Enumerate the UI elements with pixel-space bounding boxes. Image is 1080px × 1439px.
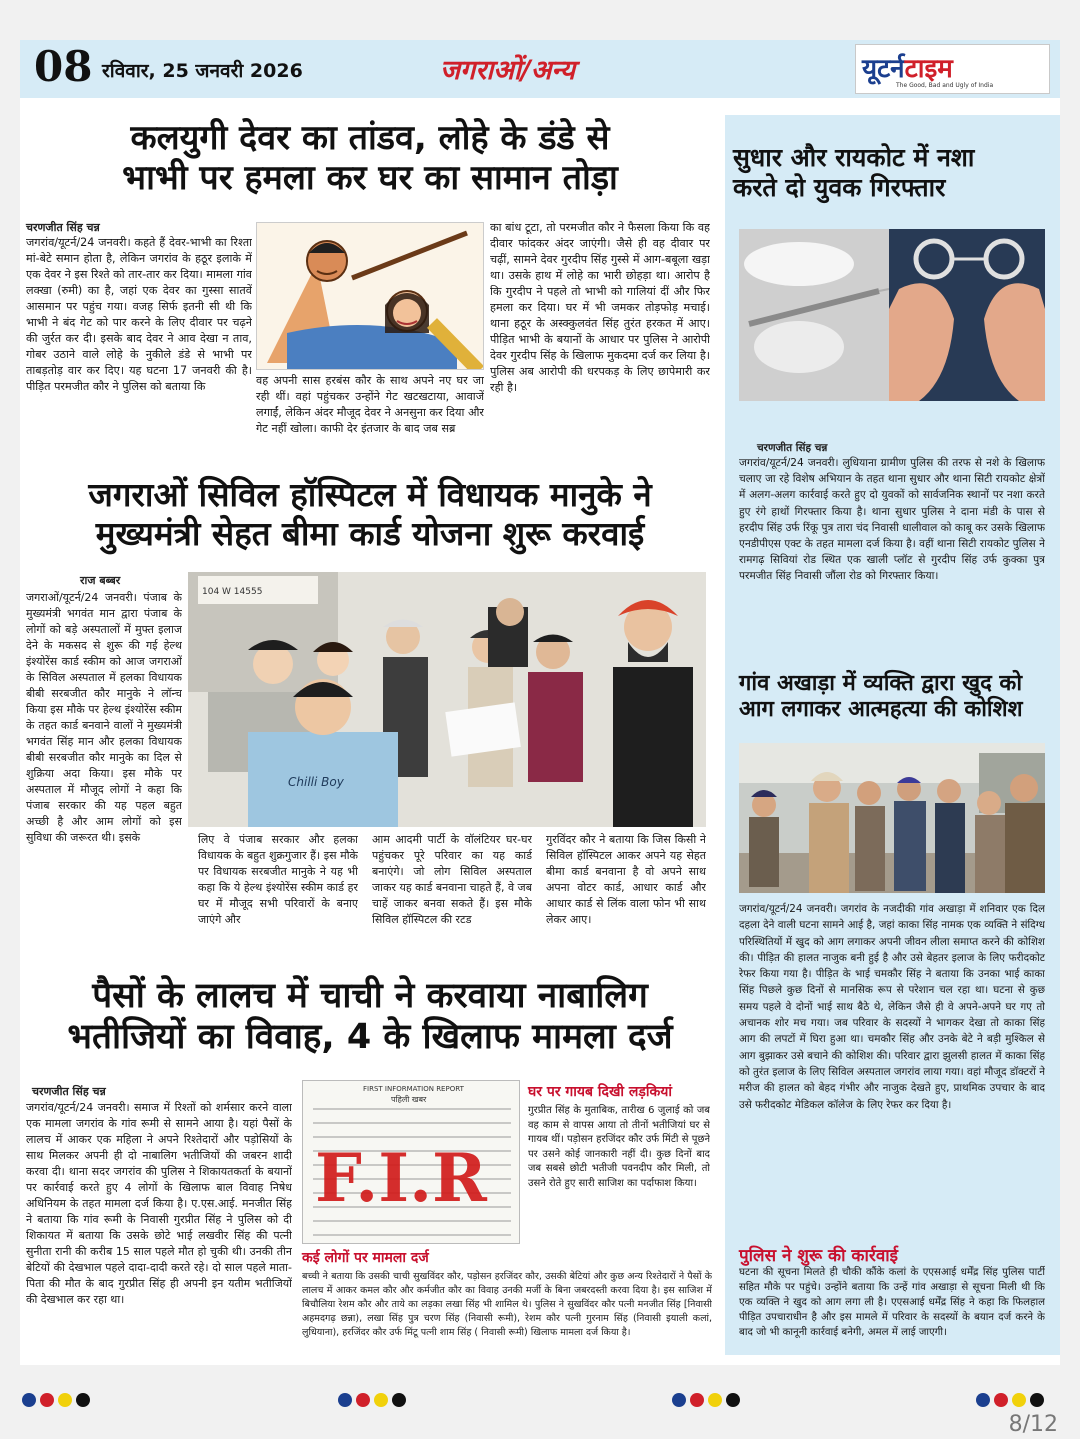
right-column xyxy=(725,115,1060,1355)
story3-headline-line1: पैसों के लालच में चाची ने करवाया नाबालिग xyxy=(92,976,648,1016)
story3-subhead-missing: घर पर गायब दिखी लड़कियां xyxy=(528,1084,673,1100)
right-story1-headline-line2: करते दो युवक गिरफ्तार xyxy=(733,173,946,202)
story1-headline-line2: भाभी पर हमला कर घर का सामान तोड़ा xyxy=(122,158,618,199)
story2-headline-line1: जगराओं सिविल हॉस्पिटल में विधायक मानुके ने xyxy=(88,475,652,514)
logo-part1: यूटर्न xyxy=(862,54,905,84)
right-story1-byline: चरणजीत सिंह चन्न xyxy=(757,442,828,454)
story2-byline: राज बब्बर xyxy=(80,574,121,587)
story2-col3: आम आदमी पार्टी के वॉलंटियर घर-घर पहुंचकर पूरे परिवार का यह कार्ड बनाएंगे। जो लोग सिविल अस्पताल जाकर यह कार्ड बनवाना चाहते हैं, वे जब चाहें जाकर बनवा सकते हैं। इस मौके सिविल हॉस्पिटल की रटड xyxy=(372,833,532,926)
dot-black xyxy=(392,1393,406,1407)
page-date: रविवार, 25 जनवरी 2026 xyxy=(102,60,303,82)
dot-red xyxy=(40,1393,54,1407)
story1-illustration xyxy=(256,222,484,370)
dot-yellow xyxy=(708,1393,722,1407)
story1-byline: चरणजीत सिंह चन्न xyxy=(26,221,100,234)
photo-sign-text: 104 W 14555 xyxy=(202,587,263,597)
dot-blue xyxy=(672,1393,686,1407)
story2-col1: जगराओं/यूटर्न/24 जनवरी। पंजाब के मुख्यमंत्री भगवंत मान द्वारा पंजाब के लोगों को बड़े अस्पतालों में मुफ्त इलाज देने के मकसद से शुरू की गई हेल्थ इंश्योरेंस कार्ड स्कीम को आज जगराओं के सिविल अस्पताल में हलका विधायक बीबी सरबजीत कौर मानुके ने लॉन्च किया इस मौके पर हेल्थ इंश्योरेंस स्कीम के तहत कार्ड बनवाने वालों ने मुख्यमंत्री भगवंत सिंह मान और हलका विधायक बीबी सरबजीत कौर मानुके का दिल से शुक्रिया अदा किया। इस मौके पर अस्पताल में मौजूद लोगों ने कहा कि पंजाब सरकार की यह पहल बहुत अच्छी है और आम लोगों को इस सुविधा की जरूरत थी। इसके xyxy=(26,591,182,844)
photo-shirt-text: Chilli Boy xyxy=(288,775,344,789)
dot-black xyxy=(76,1393,90,1407)
logo-tagline: The Good, Bad and Ugly of India xyxy=(896,82,994,89)
dot-red xyxy=(994,1393,1008,1407)
right-story2-subhead: पुलिस ने शुरू की कार्रवाई xyxy=(739,1246,899,1266)
story3-col1: जगरांव/यूटर्न/24 जनवरी। समाज में रिश्तों को शर्मसार करने वाला एक मामला जगरांव के गांव रूमी से सामने आया है। यहां पैसों के लालच में आकर एक महिला ने अपने रिश्तेदारों और पड़ोसियों के साथ मिलकर अपनी ही दो नाबालिग भतीजियों की जबरन शादी करवा दी। थाना सदर जगरांव की पुलिस ने शिकायतकर्ता के बयानों पर कार्रवाई करते हुए 4 लोगों के खिलाफ बाल विवाह निषेध अधिनियम के तहत मामला दर्ज किया है। ए.एस.आई. मनजीत सिंह ने बताया कि गांव रूमी के निवासी गुरप्रीत सिंह ने पुलिस को दी शिकायत में बताया कि उसके छोटे भाई लखवीर सिंह की पत्नी सुनीता रानी की करीब 15 साल पहले मौत हो चुकी थी। उनकी तीन बेटियों की देखभाल पहले दादा-दादी करते रहे। दो साल पहले माता-पिता की मौत के बाद गुरप्रीत सिंह ही अपनी इन यतीम भतीजियों की देखभाल कर रहा था। xyxy=(26,1101,292,1306)
registration-dots-1 xyxy=(22,1393,90,1407)
dot-blue xyxy=(22,1393,36,1407)
newspaper-logo xyxy=(855,44,1050,94)
story3-case-text: बच्ची ने बताया कि उसकी चाची सुखविंदर कौर, पड़ोसन हरजिंदर कौर, उसकी बेटियां और कुछ अन्य रिश्तेदारों ने पैसों के लालच में आकर कमल कौर और कर्मजीत कौर का विवाह उनकी मर्जी के बिना जबरदस्ती करवा दिया है। इस साजिश में बिचौलिया रेशम कौर और ताये का लड़का लखा सिंह भी शामिल थे। पुलिस ने सुखविंदर कौर पत्नी मनजीत सिंह [निवासी अहमदगढ़ छन्ना), लखा सिंह पुत्र चरण सिंह (निवासी रूमी), रेशम कौर पत्नी गुरनाम सिंह (निवासी इयाली कलां, लुधियाना), हरजिंदर कौर उर्फ मिंटू पत्नी शाम सिंह ( निवासी रूमी) खिलाफ मामला दर्ज किया है। xyxy=(302,1271,712,1338)
page-header xyxy=(20,40,1060,98)
dot-yellow xyxy=(374,1393,388,1407)
story1-headline xyxy=(20,118,720,198)
logo-text xyxy=(862,49,953,85)
section-title: जगराओं/अन्य xyxy=(440,55,575,86)
fir-document-image xyxy=(302,1080,520,1244)
registration-dots-3 xyxy=(672,1393,740,1407)
story3-missing-text: गुरप्रीत सिंह के मुताबिक, तारीख 6 जुलाई को जब वह काम से वापस आया तो तीनों भतीजियां घर से गायब थीं। पड़ोसन हरजिंदर कौर उर्फ मिंटी से पूछने पर उसने कोई जानकारी नहीं दी। कुछ दिनों बाद जब सबसे छोटी भतीजी पवनदीप कौर मिली, तो उसने रोते हुए सारी साजिश का पर्दाफाश किया। xyxy=(528,1105,710,1189)
story1-col2: वह अपनी सास हरबंस कौर के साथ अपने नए घर जा रही थीं। वहां पहुंचकर उन्होंने गेट खटखटाया, आवाजें लगाईं, लेकिन अंदर मौजूद देवर ने अनसुना कर दिया और गेट नहीं खोला। काफी देर इंतजार के बाद जब सब्र xyxy=(256,374,484,435)
dot-yellow xyxy=(1012,1393,1026,1407)
right-story1-headline xyxy=(733,143,1053,203)
dot-black xyxy=(726,1393,740,1407)
right-story2-text2: घटना की सूचना मिलते ही चौकी कौंके कलां के एएसआई धर्मेंद्र सिंह पुलिस पार्टी सहित मौके पर पहुंचे। उन्होंने बताया कि उन्हें गांव अखाड़ा से सूचना मिली थी कि एक व्यक्ति ने खुद को आग लगा ली है। एएसआई धर्मेंद्र सिंह ने कहा कि फिलहाल पीड़ित उपचाराधीन है और इस मामले में परिवार के सदस्यों के बयान दर्ज करने के बाद जो भी कानूनी कार्रवाई बनेगी, अमल में लाई जाएगी। xyxy=(739,1267,1045,1338)
story2-headline-line2: मुख्यमंत्री सेहत बीमा कार्ड योजना शुरू करवाई xyxy=(95,513,645,553)
dot-red xyxy=(690,1393,704,1407)
registration-dots-2 xyxy=(338,1393,406,1407)
dot-yellow xyxy=(58,1393,72,1407)
story1-headline-line1: कलयुगी देवर का तांडव, लोहे के डंडे से xyxy=(130,118,610,158)
fir-header: FIRST INFORMATION REPORT xyxy=(363,1085,464,1093)
village-police-image xyxy=(739,743,1045,893)
story2-photo xyxy=(188,572,706,827)
dot-blue xyxy=(338,1393,352,1407)
dot-red xyxy=(356,1393,370,1407)
story1-col3: का बांध टूटा, तो परमजीत कौर ने फैसला किया कि वह दीवार फांदकर अंदर जाएंगी। जैसे ही वह दीवार पर चढ़ीं, सामने देवर गुरदीप सिंह गुस्से में आग-बबूला खड़ा था। उसके हाथ में लोहे का भारी छोहड़ा था। आरोप है कि गुरदीप ने पहले तो भाभी को गालियां दीं और फिर हमला कर दिया। घर में भी जमकर तोड़फोड़ मचाई। थाना हठूर के अस्क्कुलवंत सिंह तुरंत हरकत में आए। पीड़ित भाभी के बयानों के आधार पर पुलिस ने आरोपी देवर गुरदीप सिंह के खिलाफ मुकदमा दर्ज कर लिया है। पुलिस अब आरोपी की धरपकड़ के लिए छापेमारी कर रही है। xyxy=(490,221,710,394)
story3-headline xyxy=(20,976,720,1059)
fir-subheader: पहिली खबर xyxy=(391,1095,427,1104)
story2-col2: लिए वे पंजाब सरकार और हलका विधायक के बहुत शुक्रगुजार हैं। इस मौके पर विधायक सरबजीत मानुके ने यह भी कहा कि ये हेल्थ इंश्योरेंस स्कीम कार्ड हर घर में मौजूद सभी परिवारों के बनाए जाएंगे और xyxy=(198,833,358,926)
dot-blue xyxy=(976,1393,990,1407)
right-story1-text: जगरांव/यूटर्न/24 जनवरी। लुधियाना ग्रामीण पुलिस की तरफ से नशे के खिलाफ चलाए जा रहे विशेष अभियान के तहत थाना सुधार और थाना सिटी रायकोट क्षेत्रों में अलग-अलग कार्रवाई करते हुए दो युवकों को सार्वजनिक स्थानों पर नशा करते हुए रंगे हाथों गिरफ्तार किया है। थाना सुधार पुलिस ने दाना मंडी के पास से हरदीप सिंह उर्फ रिंकू पुत्र तारा चंद निवासी धालीवाल को काबू कर उसके खिलाफ एनडीपीएस एक्ट के तहत मामला दर्ज किया है। वहीं थाना सिटी रायकोट पुलिस ने रामगढ़ सिवियां रोड स्थित एक खाली प्लॉट से गुरदीप सिंह उर्फ कुक्का पुत्र परमजीत सिंह निवासी जौंला रोड को गिरफ्तार किया। xyxy=(739,457,1045,583)
logo-part2: टाइम xyxy=(904,54,953,84)
page-number: 08 xyxy=(34,42,93,91)
fir-stamp: F.I.R xyxy=(315,1139,487,1217)
drugs-handcuffs-image xyxy=(739,229,1045,401)
right-story2-headline-line2: आग लगाकर आत्महत्या की कोशिश xyxy=(739,697,1023,723)
story3-headline-line2: भतीजियों का विवाह, 4 के खिलाफ मामला दर्ज xyxy=(67,1017,673,1058)
newspaper-page xyxy=(20,40,1060,1365)
right-story2-text: जगरांव/यूटर्न/24 जनवरी। जगरांव के नजदीकी गांव अखाड़ा में शनिवार एक दिल दहला देने वाली घटना सामने आई है, जहां काका सिंह नामक एक व्यक्ति ने संदिग्ध परिस्थितियों में खुद को आग लगाकर अपनी जीवन लीला समाप्त करने की कोशिश की। पीड़ित की हालत नाजुक बनी हुई है और उसे बेहतर इलाज के लिए फरीदकोट रेफर किया गया है। पीड़ित के भाई चमकौर सिंह ने बताया कि उनका भाई काका सिंह पिछले कुछ दिनों से मानसिक रूप से परेशान चल रहा था। घटना से कुछ समय पहले वे दोनों भाई साथ बैठे थे, लेकिन जैसे ही वे अपने-अपने घर गए तो अचानक शोर मच गया। जब परिवार के सदस्यों ने भागकर देखा तो काका सिंह आग की लपटों में घिरा हुआ था। चमकौर सिंह और उनके बेटे ने बड़ी मुश्किल से आग बुझाकर उसे बचाने की कोशिश की। परिवार द्वारा झुलसी हालत में काका सिंह को तुरंत इलाज के लिए सिविल अस्पताल जगरांव लाया गया। वहां मौजूद डॉक्टरों ने मरीज की हालत को बेहद गंभीर और नाजुक देखते हुए, प्राथमिक उपचार के बाद उसे फरीदकोट मेडिकल कॉलेज के लिए रेफर कर दिया है। xyxy=(739,903,1045,1111)
story2-col4: गुरविंदर कौर ने बताया कि जिस किसी ने सिविल हॉस्पिटल आकर अपने यह सेहत बीमा कार्ड बनवाना है वो अपने साथ अपना वोटर कार्ड, आधार कार्ड और आधार कार्ड से लिंक वाला फोन भी साथ लेकर आए। xyxy=(546,833,706,926)
right-story2-headline-line1: गांव अखाड़ा में व्यक्ति द्वारा खुद को xyxy=(739,671,1023,696)
right-story2-headline xyxy=(739,671,1055,724)
right-story1-headline-line1: सुधार और रायकोट में नशा xyxy=(733,143,975,172)
story3-byline: चरणजीत सिंह चन्न xyxy=(32,1085,106,1098)
story1-col1: जगरांव/यूटर्न/24 जनवरी। कहते हैं देवर-भाभी का रिश्ता मां-बेटे समान होता है, लेकिन जगरांव के हठूर इलाके में एक देवर ने इस रिश्ते को तार-तार कर दिया। मामला गांव लक्खा (रुमी) का है, जहां एक देवर का गुस्सा सातवें आसमान पर पहुंच गया। वजह सिर्फ इतनी सी थी कि भाभी ने बंद गेट को पार करने के लिए दीवार पर चढ़ने की जुर्रत कर दी। इसके बाद देवर ने आव देखा न ताव, गोबर उठाने वाले लोहे के नुकीले डंडे से भाभी पर ताबड़तोड़ वार कर दिए। यह घटना 17 जनवरी की है। पीड़ित परमजीत कौर ने पुलिस को बताया कि xyxy=(26,236,252,393)
registration-dots-4 xyxy=(976,1393,1044,1407)
page-indicator: 8/12 xyxy=(1008,1412,1058,1437)
dot-black xyxy=(1030,1393,1044,1407)
story2-headline xyxy=(20,476,720,554)
story3-subhead-case: कई लोगों पर मामला दर्ज xyxy=(302,1250,429,1266)
